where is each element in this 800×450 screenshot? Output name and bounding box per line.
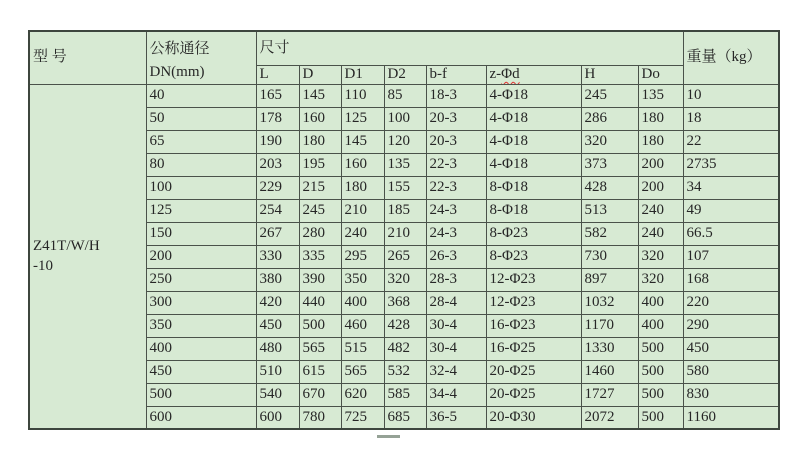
data-cell: 180 [638, 130, 683, 153]
data-cell: 180 [638, 107, 683, 130]
data-cell: 8-Φ18 [486, 176, 581, 199]
data-cell: 66.5 [683, 222, 779, 245]
data-cell: 515 [341, 337, 384, 360]
data-cell: 420 [256, 291, 299, 314]
data-cell: 830 [683, 383, 779, 406]
header-col-D: D [299, 65, 341, 84]
data-cell: 290 [683, 314, 779, 337]
data-cell: 582 [581, 222, 638, 245]
data-cell: 12-Φ23 [486, 291, 581, 314]
data-cell: 200 [638, 153, 683, 176]
data-cell: 50 [146, 107, 256, 130]
header-nominal-diameter-cn: 公称通径 [149, 40, 210, 57]
data-cell: 24-3 [426, 199, 486, 222]
data-cell: 500 [638, 383, 683, 406]
header-col-z-phi-d [486, 65, 581, 84]
data-cell: 1032 [581, 291, 638, 314]
data-cell: 1727 [581, 383, 638, 406]
data-cell: 22 [683, 130, 779, 153]
header-col-Do: Do [638, 65, 683, 84]
data-cell: 200 [146, 245, 256, 268]
data-cell: 28-4 [426, 291, 486, 314]
data-cell: 265 [384, 245, 426, 268]
data-cell: 165 [256, 84, 299, 107]
data-cell: 16-Φ25 [486, 337, 581, 360]
data-cell: 200 [638, 176, 683, 199]
data-cell: 350 [341, 268, 384, 291]
data-cell: 20-3 [426, 107, 486, 130]
data-cell: 450 [146, 360, 256, 383]
data-cell: 20-Φ25 [486, 383, 581, 406]
z-phi-d-misspell-underline: Φd [501, 65, 520, 82]
data-cell: 240 [638, 222, 683, 245]
data-cell: 500 [638, 406, 683, 429]
data-cell: 180 [341, 176, 384, 199]
data-cell: 150 [146, 222, 256, 245]
data-cell: 24-3 [426, 222, 486, 245]
data-cell: 500 [638, 360, 683, 383]
data-cell: 400 [638, 291, 683, 314]
data-cell: 330 [256, 245, 299, 268]
data-cell: 26-3 [426, 245, 486, 268]
data-cell: 500 [299, 314, 341, 337]
data-cell: 120 [384, 130, 426, 153]
header-col-bf: b-f [426, 65, 486, 84]
data-cell: 12-Φ23 [486, 268, 581, 291]
data-cell: 4-Φ18 [486, 107, 581, 130]
data-cell: 620 [341, 383, 384, 406]
data-cell: 178 [256, 107, 299, 130]
header-col-D2: D2 [384, 65, 426, 84]
data-cell: 34 [683, 176, 779, 199]
data-cell: 428 [581, 176, 638, 199]
header-dimensions: 尺寸 [256, 31, 683, 65]
data-cell: 210 [384, 222, 426, 245]
header-row-merged [29, 31, 779, 65]
data-cell: 286 [581, 107, 638, 130]
data-cell: 267 [256, 222, 299, 245]
data-cell: 220 [683, 291, 779, 314]
data-cell: 85 [384, 84, 426, 107]
header-nominal-diameter [146, 31, 256, 84]
data-cell: 565 [299, 337, 341, 360]
data-cell: 685 [384, 406, 426, 429]
data-cell: 8-Φ23 [486, 222, 581, 245]
data-cell: 513 [581, 199, 638, 222]
data-cell: 320 [638, 245, 683, 268]
data-cell: 28-3 [426, 268, 486, 291]
data-cell: 4-Φ18 [486, 130, 581, 153]
data-cell: 320 [581, 130, 638, 153]
data-cell: 80 [146, 153, 256, 176]
valve-spec-table [28, 30, 780, 430]
data-cell: 36-5 [426, 406, 486, 429]
data-cell: 380 [256, 268, 299, 291]
data-cell: 670 [299, 383, 341, 406]
data-cell: 210 [341, 199, 384, 222]
data-cell: 18 [683, 107, 779, 130]
data-cell: 190 [256, 130, 299, 153]
data-cell: 18-3 [426, 84, 486, 107]
data-cell: 2072 [581, 406, 638, 429]
data-cell: 20-Φ25 [486, 360, 581, 383]
data-cell: 280 [299, 222, 341, 245]
data-cell: 100 [146, 176, 256, 199]
data-cell: 155 [384, 176, 426, 199]
data-cell: 390 [299, 268, 341, 291]
data-cell: 1160 [683, 406, 779, 429]
data-cell: 168 [683, 268, 779, 291]
data-cell: 600 [256, 406, 299, 429]
data-cell: 400 [638, 314, 683, 337]
data-cell: 160 [341, 153, 384, 176]
data-cell: 254 [256, 199, 299, 222]
table-body [29, 84, 779, 429]
header-col-H: H [581, 65, 638, 84]
data-cell: 107 [683, 245, 779, 268]
data-cell: 480 [256, 337, 299, 360]
data-cell: 10 [683, 84, 779, 107]
data-cell: 295 [341, 245, 384, 268]
data-cell: 30-4 [426, 337, 486, 360]
data-cell: 585 [384, 383, 426, 406]
data-cell: 185 [384, 199, 426, 222]
data-cell: 320 [384, 268, 426, 291]
data-cell: 203 [256, 153, 299, 176]
model-line2: -10 [33, 258, 53, 275]
data-cell: 34-4 [426, 383, 486, 406]
data-cell: 135 [384, 153, 426, 176]
data-cell: 2735 [683, 153, 779, 176]
data-cell: 373 [581, 153, 638, 176]
data-cell: 4-Φ18 [486, 153, 581, 176]
data-cell: 145 [299, 84, 341, 107]
header-nominal-diameter-unit: DN(mm) [149, 64, 205, 81]
data-cell: 1460 [581, 360, 638, 383]
data-cell: 8-Φ18 [486, 199, 581, 222]
data-cell: 450 [683, 337, 779, 360]
header-col-L: L [256, 65, 299, 84]
model-cell [29, 84, 146, 429]
data-cell: 510 [256, 360, 299, 383]
data-cell: 250 [146, 268, 256, 291]
data-cell: 580 [683, 360, 779, 383]
data-cell: 780 [299, 406, 341, 429]
data-cell: 540 [256, 383, 299, 406]
data-cell: 245 [299, 199, 341, 222]
data-cell: 500 [146, 383, 256, 406]
data-cell: 49 [683, 199, 779, 222]
data-cell: 460 [341, 314, 384, 337]
data-cell: 180 [299, 130, 341, 153]
data-cell: 400 [341, 291, 384, 314]
data-cell: 500 [638, 337, 683, 360]
data-cell: 428 [384, 314, 426, 337]
data-cell: 730 [581, 245, 638, 268]
table-resize-artifact [377, 435, 400, 438]
data-cell: 16-Φ23 [486, 314, 581, 337]
data-cell: 368 [384, 291, 426, 314]
data-cell: 532 [384, 360, 426, 383]
z-prefix-text: z- [489, 65, 502, 82]
table-row [29, 84, 779, 107]
data-cell: 32-4 [426, 360, 486, 383]
data-cell: 350 [146, 314, 256, 337]
header-model: 型 号 [29, 31, 146, 84]
header-col-D1: D1 [341, 65, 384, 84]
data-cell: 1330 [581, 337, 638, 360]
data-cell: 22-3 [426, 176, 486, 199]
data-cell: 215 [299, 176, 341, 199]
data-cell: 125 [146, 199, 256, 222]
data-cell: 240 [341, 222, 384, 245]
data-cell: 440 [299, 291, 341, 314]
data-cell: 300 [146, 291, 256, 314]
data-cell: 600 [146, 406, 256, 429]
data-cell: 615 [299, 360, 341, 383]
data-cell: 135 [638, 84, 683, 107]
data-cell: 40 [146, 84, 256, 107]
data-cell: 565 [341, 360, 384, 383]
data-cell: 725 [341, 406, 384, 429]
data-cell: 450 [256, 314, 299, 337]
data-cell: 20-Φ30 [486, 406, 581, 429]
data-cell: 897 [581, 268, 638, 291]
data-cell: 125 [341, 107, 384, 130]
data-cell: 160 [299, 107, 341, 130]
data-cell: 22-3 [426, 153, 486, 176]
data-cell: 1170 [581, 314, 638, 337]
data-cell: 229 [256, 176, 299, 199]
data-cell: 110 [341, 84, 384, 107]
data-cell: 240 [638, 199, 683, 222]
data-cell: 4-Φ18 [486, 84, 581, 107]
data-cell: 195 [299, 153, 341, 176]
data-cell: 145 [341, 130, 384, 153]
data-cell: 245 [581, 84, 638, 107]
header-weight: 重量（kg） [683, 31, 779, 84]
data-cell: 320 [638, 268, 683, 291]
data-cell: 335 [299, 245, 341, 268]
data-cell: 482 [384, 337, 426, 360]
data-cell: 20-3 [426, 130, 486, 153]
model-line1: Z41T/W/H [33, 238, 100, 255]
data-cell: 400 [146, 337, 256, 360]
data-cell: 100 [384, 107, 426, 130]
data-cell: 8-Φ23 [486, 245, 581, 268]
data-cell: 65 [146, 130, 256, 153]
data-cell: 30-4 [426, 314, 486, 337]
